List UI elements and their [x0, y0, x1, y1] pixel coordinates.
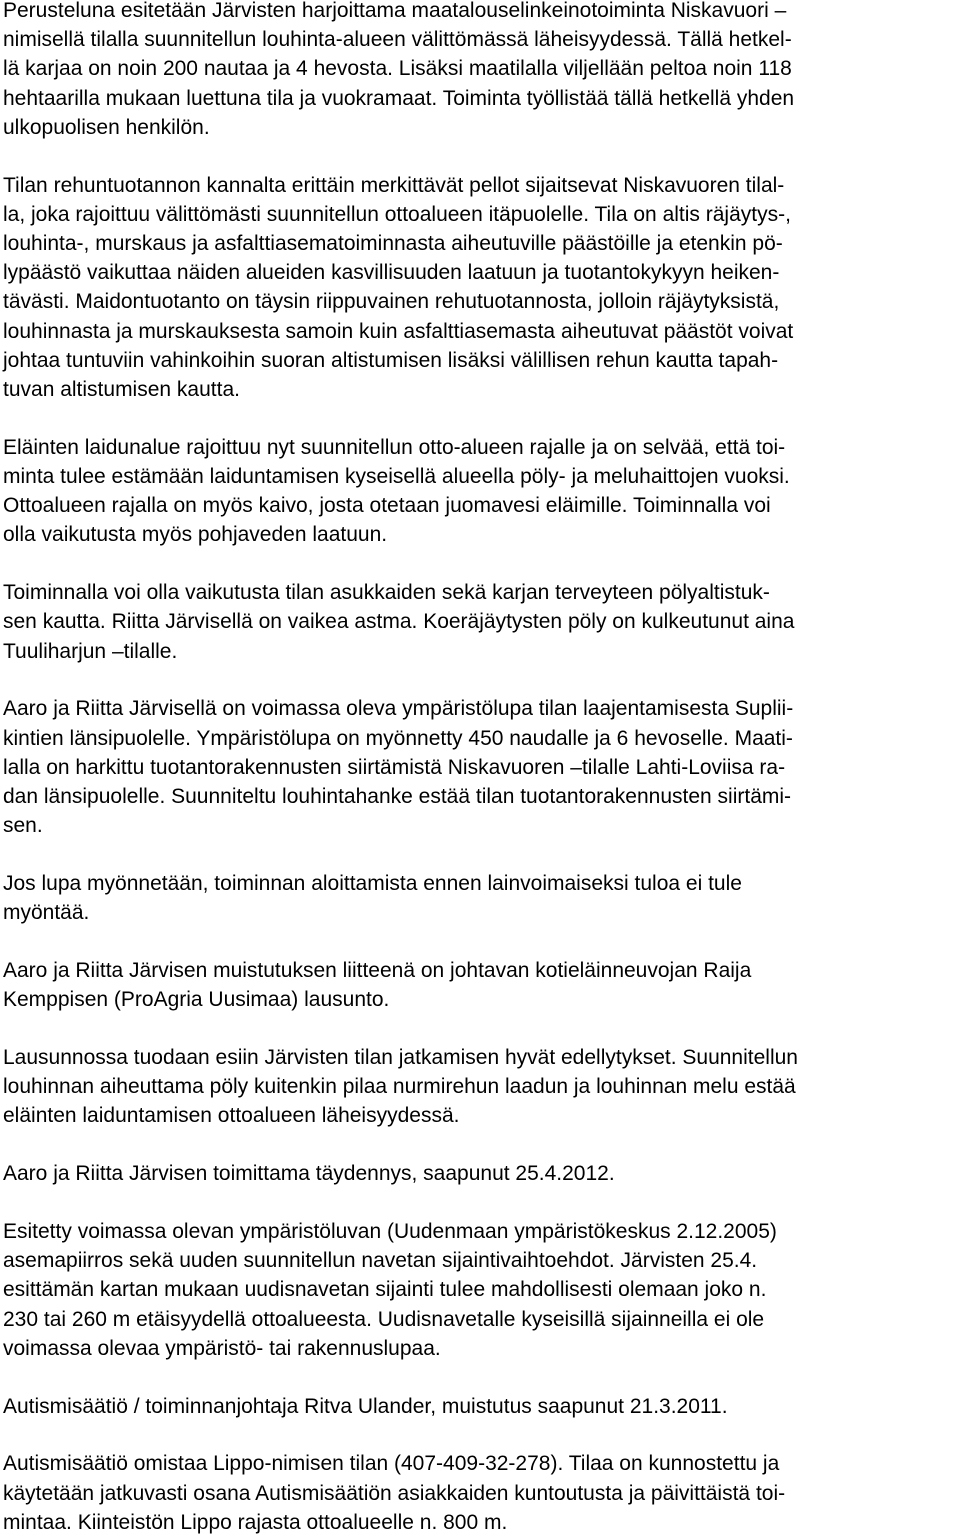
paragraph-justification: Perusteluna esitetään Järvisten harjoittama maatalouselinkeinotoiminta Niskavuori – nimisellä tilalla suunnitellun louhinta-alueen välittömässä läheisyydessä. Tällä hetkel- lä karjaa on noin 200 nautaa ja 4 hevosta. Lisäksi maatilalla viljellään peltoa noin 118 hehtaarilla mukaan luettuna tila ja vuokramaat. Toiminta työllistää tällä hetkellä yhden ulkopuolisen henkilön. — [3, 0, 795, 139]
paragraph-permit-request: Jos lupa myönnetään, toiminnan aloittamista ennen lainvoimaiseksi tuloa ei tule myöntää. — [3, 872, 742, 925]
paragraph-environmental-permit: Aaro ja Riitta Järvisellä on voimassa oleva ympäristölupa tilan laajentamisesta Suplii- kintien länsipuolelle. Ympäristölupa on myönnetty 450 naudalle ja 6 hevoselle. Maati- lalla on harkittu tuotantorakennusten siirtämistä Niskavuoren –tilalle Lahti-Loviisa ra- dan länsipuolelle. Suunniteltu louhintahanke estää tilan tuotantorakennusten siirtämi- sen. — [3, 697, 794, 838]
paragraph-supplement-heading: Aaro ja Riitta Järvisen toimittama täydennys, saapunut 25.4.2012. — [3, 1162, 615, 1186]
paragraph-health-effects: Toiminnalla voi olla vaikutusta tilan asukkaiden sekä karjan terveyteen pölyaltistuk- sen kautta. Riitta Järvisellä on vaikea astma. Koeräjäytysten pöly on kulkeutunut aina Tuuliharjun –tilalle. — [3, 581, 795, 663]
paragraph-autism-foundation-heading: Autismisäätiö / toiminnanjohtaja Ritva Ulander, muistutus saapunut 21.3.2011. — [3, 1394, 728, 1418]
paragraph-feed-production: Tilan rehuntuotannon kannalta erittäin merkittävät pellot sijaitsevat Niskavuoren tilal- la, joka rajoittuu välittömästi suunnitellun ottoalueen itäpuolelle. Tila on altis räjäytys-, louhinta-, murskaus ja asfalttiasematoiminnasta aiheutuville päästöille ja etenkin pö- lypäästö vaikuttaa näiden alueiden kasvillisuuden laatuun ja tuotantokykyyn heiken- tävästi. Maidontuotanto on täysin riippuvainen rehutuotannosta, jolloin räjäytyksistä, louhinnasta ja murskauksesta samoin kuin asfalttiasemasta aiheutuvat päästöt voivat johtaa tuntuviin vahinkoihin suoran altistumisen lisäksi välillisen rehun kautta tapah- tuvan altistumisen kautta. — [3, 173, 794, 402]
paragraph-site-plan: Esitetty voimassa olevan ympäristöluvan (Uudenmaan ympäristökeskus 2.12.2005) asemapiirros sekä uuden suunnitellun navetan sijaintivaihtoehdot. Järvisten 25.4. esittämän kartan mukaan uudisnavetan sijainti tulee mahdollisesti olemaan joko n. 230 tai 260 m etäisyydellä ottoalueesta. Uudisnavetalle kyseisillä sijainneilla ei ole voimassa olevaa ympäristö- tai rakennuslupaa. — [3, 1220, 777, 1360]
paragraph-grazing-area: Eläinten laidunalue rajoittuu nyt suunnitellun otto-alueen rajalle ja on selvää, että toi- minta tulee estämään laiduntamisen kyseisellä alueella pöly- ja meluhaittojen vuoksi. Ottoalueen rajalla on myös kaivo, josta otetaan juomavesi eläimille. Toiminnalla voi olla vaikutusta myös pohjaveden laatuun. — [3, 435, 790, 547]
paragraph-attachment: Aaro ja Riitta Järvisen muistutuksen liitteenä on johtavan kotieläinneuvojan Raija Kemppisen (ProAgria Uusimaa) lausunto. — [3, 959, 752, 1012]
paragraph-statement: Lausunnossa tuodaan esiin Järvisten tilan jatkamisen hyvät edellytykset. Suunnitellun louhinnan aiheuttama pöly kuitenkin pilaa nurmirehun laadun ja louhinnan melu estää eläinten laiduntamisen ottoalueen läheisyydessä. — [3, 1046, 798, 1128]
paragraph-lippo-estate: Autismisäätiö omistaa Lippo-nimisen tilan (407-409-32-278). Tilaa on kunnostettu ja käytetään jatkuvasti osana Autismisäätiön asiakkaiden kuntoutusta ja päivittäistä toi- mintaa. Kiinteistön Lippo rajasta ottoalueelle n. 800 m. — [3, 1452, 786, 1534]
